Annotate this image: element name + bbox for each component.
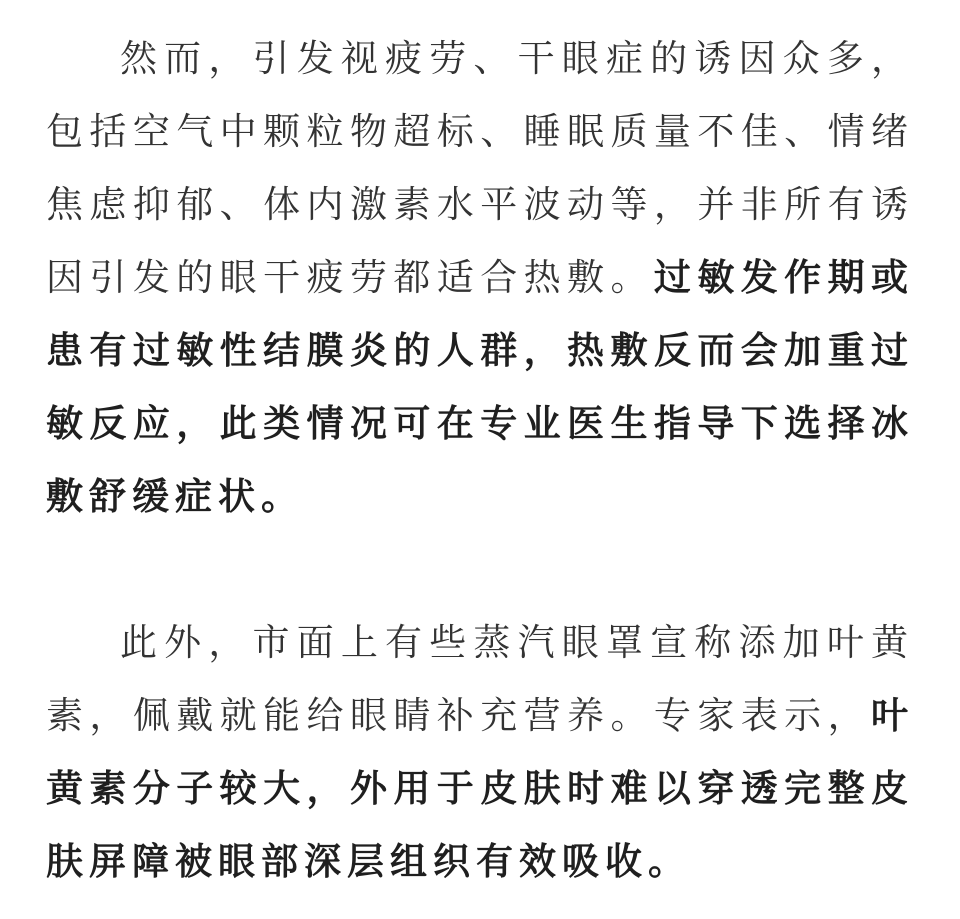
article-body: [46, 22, 914, 898]
paragraph-heat-compress-causes: [46, 22, 914, 533]
paragraph-text: 此外，市面上有些蒸汽眼罩宣称添加叶黄素，佩戴就能给眼睛补充营养。专家表示，: [46, 621, 914, 737]
emphasized-text: 叶黄素分子较大，外用于皮肤时难以穿透完整皮肤屏障被眼部深层组织有效吸收。: [46, 694, 914, 883]
paragraph-lutein-eye-mask: [46, 606, 914, 898]
emphasized-text: 过敏发作期或患有过敏性结膜炎的人群，热敷反而会加重过敏反应，此类情况可在专业医生指导下选择冰敷舒缓症状。: [46, 256, 915, 518]
paragraph-text: 然而，引发视疲劳、干眼症的诱因众多，包括空气中颗粒物超标、睡眠质量不佳、情绪焦虑抑郁、体内激素水平波动等，并非所有诱因引发的眼干疲劳都适合热敷。: [46, 37, 914, 299]
